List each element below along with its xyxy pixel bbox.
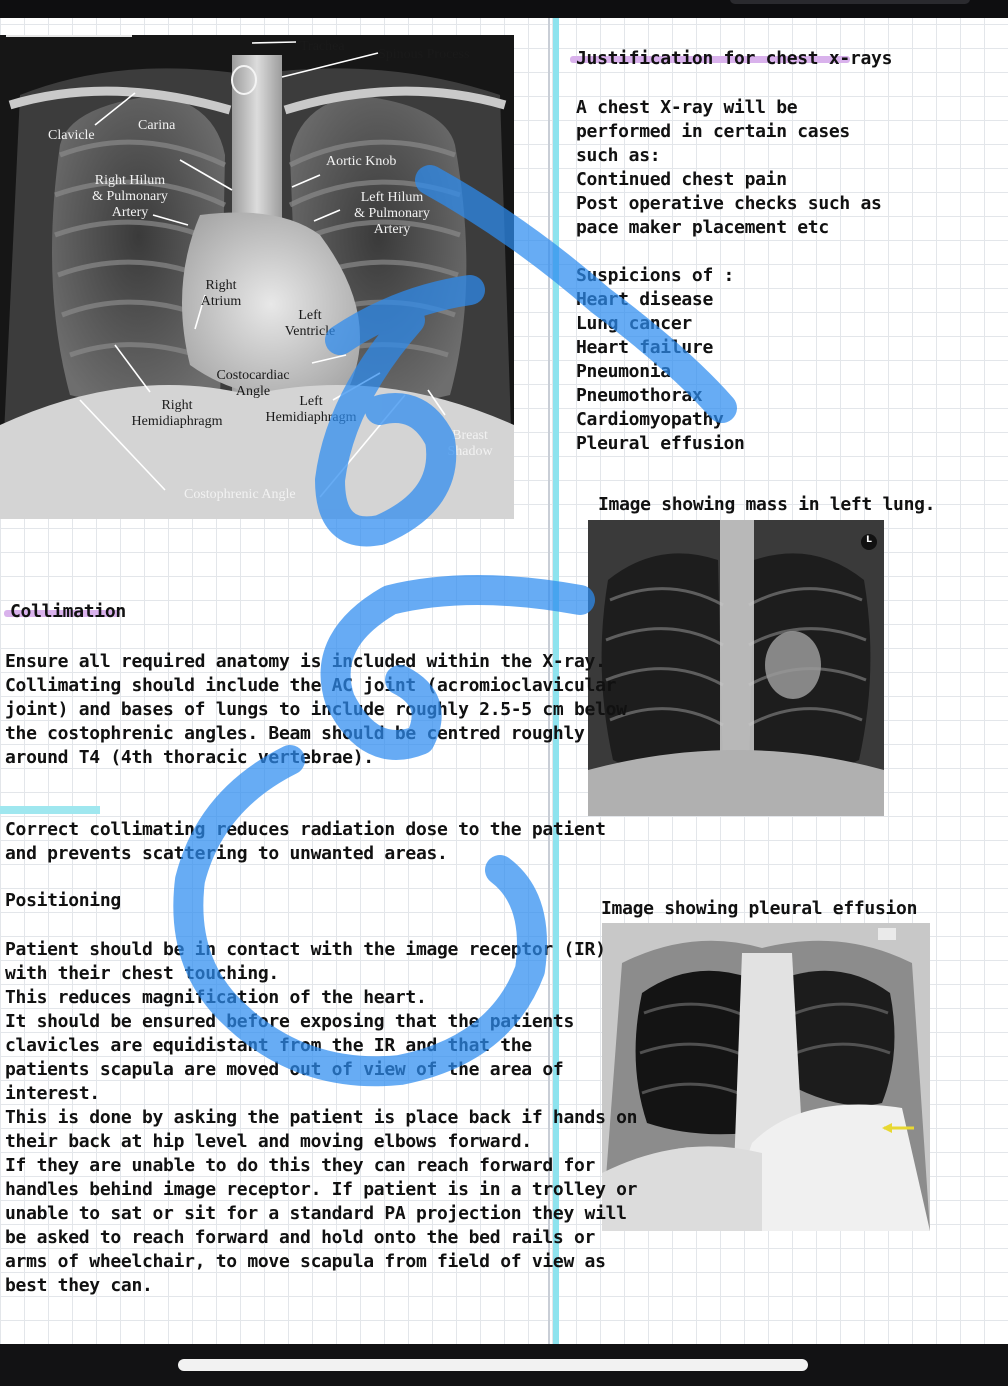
label-breast-shadow: Breast Shadow (447, 428, 493, 459)
list-item: Pneumothorax (576, 385, 703, 406)
list-item: Heart disease (576, 289, 713, 310)
laterality-marker: L (866, 535, 872, 545)
list-item: Lung cancer (576, 313, 692, 334)
positioning-paragraph: Patient should be in contact with the image receptor (IR) with their chest touching. This reduces magnification of the heart. It should be ensured before exposing that the patients clavicles are equidistant from the IR and that the patients scapula are moved out of view of the area of interest. This is done by asking the patient is place back if hands on their back at hip level and moving elbows forward. If they are unable to do this they can reach forward for handles behind image receptor. If patient is in a trolley or unable to sat or sit for a standard PA projection they will be asked to reach forward and hold onto the bed rails or arms of wheelchair, to move scapula from field of view as best they can. (5, 939, 638, 1296)
label-left-hilum: Left Hilum & Pulmonary Artery (354, 190, 430, 237)
collimation-paragraph: Ensure all required anatomy is included within the X-ray. Collimating should include the AC joint (acromioclavicular joint) and bases of lungs to include roughly 2.5-5 cm below the costophrenic angles. Beam should be centred roughly around T4 (4th thoracic vertebrae). (5, 651, 627, 768)
label-costocardiac-angle: Costocardiac Angle (216, 368, 290, 399)
label-clavicle: Clavicle (48, 128, 95, 143)
positioning-heading: Positioning (5, 890, 121, 911)
label-right-hilum: Right Hilum & Pulmonary Artery (92, 173, 168, 220)
list-item: Pneumonia (576, 361, 671, 382)
suspicions-heading: Suspicions of : (576, 265, 735, 286)
label-right-hemidiaphragm: Right Hemidiaphragm (131, 398, 223, 429)
list-item: Pleural effusion (576, 433, 745, 454)
list-item: Heart failure (576, 337, 713, 358)
label-trachea: Trachea (300, 39, 345, 54)
label-aortic-knob: Aortic Knob (326, 154, 397, 169)
mass-image-caption: Image showing mass in left lung. (598, 494, 936, 515)
label-carina: Carina (138, 118, 176, 133)
list-item: Cardiomyopathy (576, 409, 724, 430)
home-indicator[interactable] (178, 1359, 808, 1371)
label-costophrenic-angle: Costophrenic Angle (184, 487, 296, 502)
effusion-image-caption: Image showing pleural effusion (601, 898, 918, 919)
collimation-dose-paragraph: Correct collimating reduces radiation dose to the patient and prevents scattering to unwanted areas. (5, 819, 606, 864)
label-left-ventricle: Left Ventricle (284, 308, 336, 339)
label-spinous-process: Spinous Process (378, 47, 470, 62)
justification-intro: A chest X-ray will be performed in certain cases such as: Continued chest pain Post operative checks such as pace maker placement etc (576, 97, 882, 238)
label-left-hemidiaphragm: Left Hemidiaphragm (265, 394, 357, 425)
collimation-heading: Collimation (10, 601, 126, 622)
justification-heading: Justification for chest x-rays (576, 48, 893, 69)
label-right-atrium: Right Atrium (200, 278, 242, 309)
